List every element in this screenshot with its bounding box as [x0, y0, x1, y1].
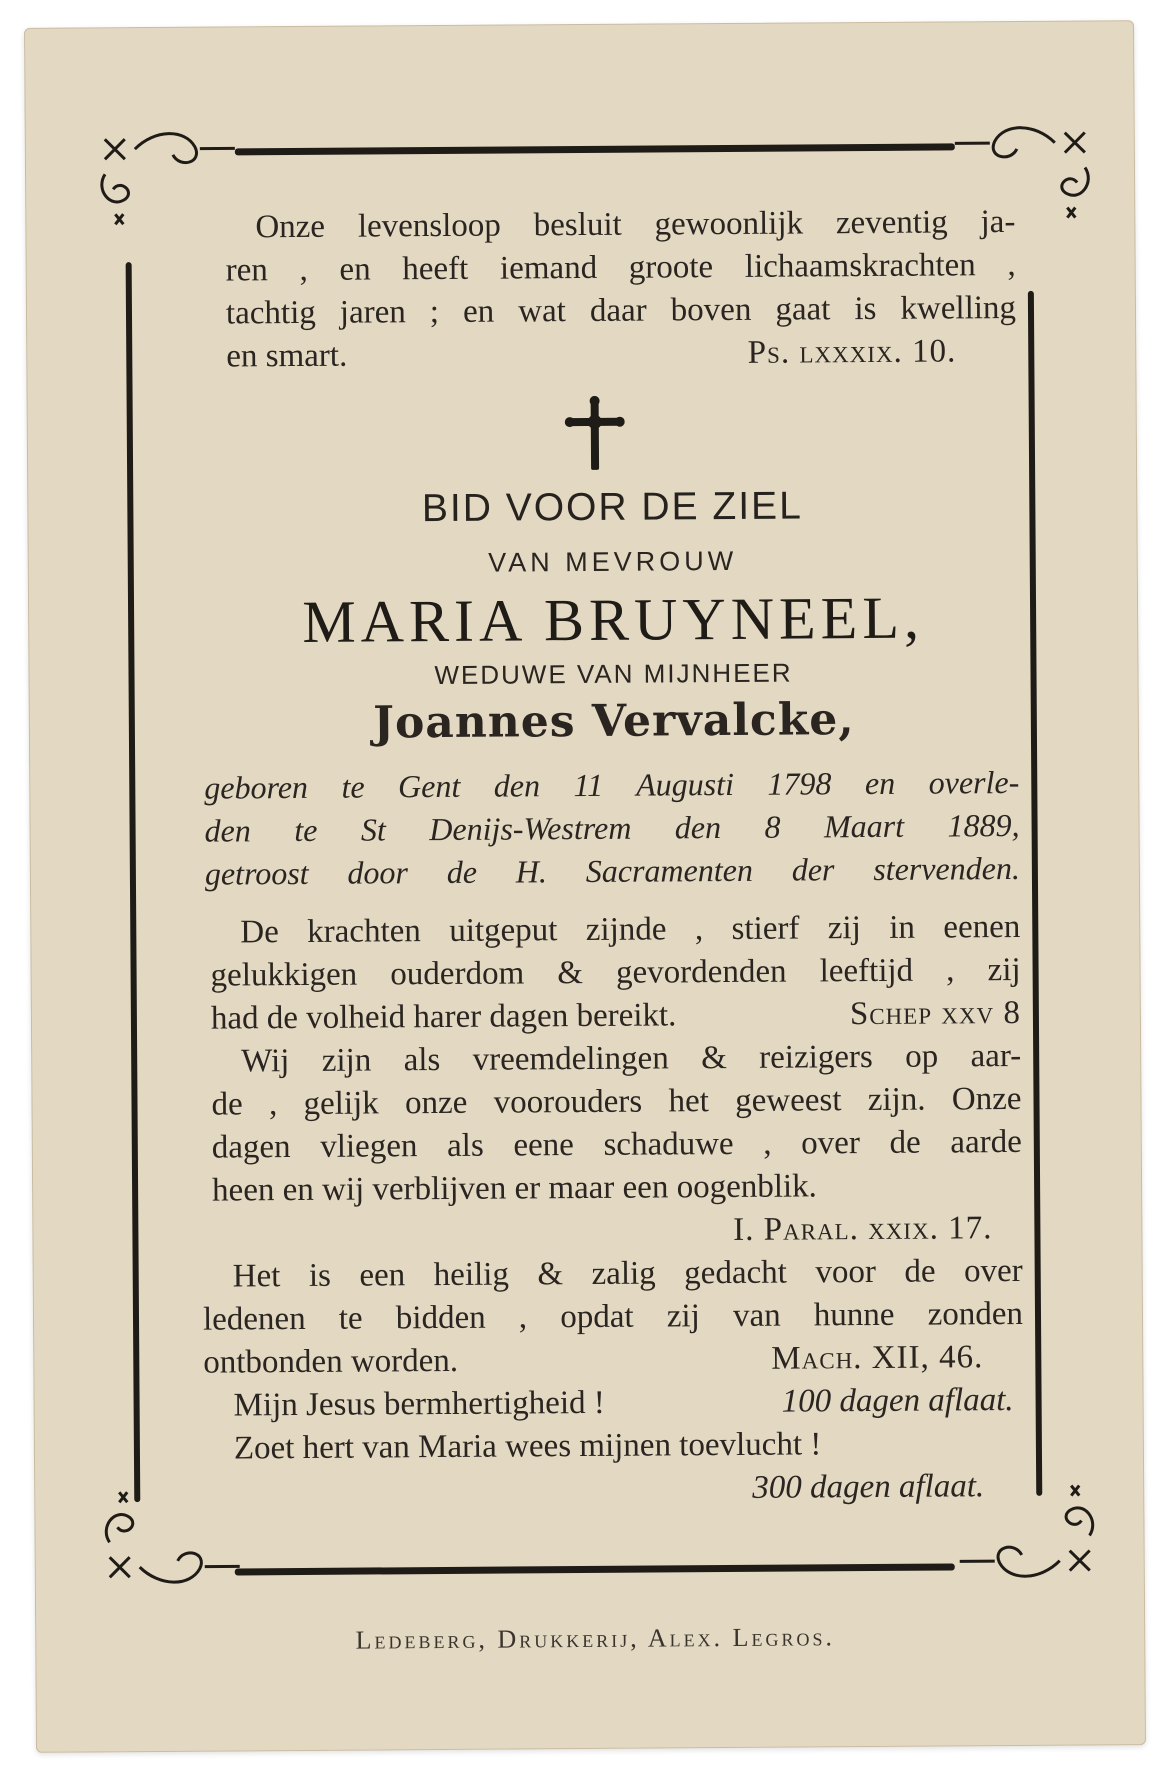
body-line: dagen vliegen als eene schaduwe , over de aarde [211, 1123, 1022, 1166]
prayers [233, 1379, 1014, 1513]
frame-left-rule [126, 262, 141, 1502]
dates-line: getroost door de H. Sacramenten der stervenden. [204, 849, 1021, 892]
van-mevrouw: VAN MEVROUW [488, 545, 738, 578]
cross-icon [565, 396, 626, 472]
prayer-text: Zoet hert van Maria wees mijnen toevlucht ! [233, 1426, 822, 1467]
body-line: Het is een heilig & zalig gedacht voor de over [232, 1252, 1023, 1295]
epigraph-line: tachtig jaren ; en wat daar boven gaat is kwelling [225, 289, 1017, 332]
deceased-name: MARIA BRUYNEEL, [302, 584, 925, 655]
body-line: de , gelijk onze voorouders het geweest zijn. Onze [211, 1080, 1022, 1123]
indulgence-text: 100 dagen aflaat. [781, 1382, 1014, 1420]
prayer-text: Mijn Jesus bermhertigheid ! [233, 1384, 605, 1424]
paragraph-3 [203, 1250, 1024, 1385]
husband-name: Joannes Vervalcke, [372, 694, 855, 749]
body-line: Wij zijn als vreemdelingen & reizigers op aar- [241, 1037, 1022, 1080]
body-line: ledenen te bidden , opdat zij van hunne zonden [202, 1295, 1024, 1338]
body-last-row [211, 992, 1021, 1041]
epigraph-reference: Ps. lxxxix. 10. [747, 333, 957, 371]
dates-line: den te St Denijs-Westrem den 8 Maart 1889, [204, 806, 1020, 849]
dates-block [204, 761, 1020, 896]
body-line: heen en wij verblijven er maar een oogenblik. [211, 1168, 817, 1209]
epigraph-last-line: en smart. [226, 337, 348, 375]
prayer-row [233, 1379, 1013, 1427]
frame-bottom-rule [235, 1563, 955, 1575]
paragraph-1 [210, 906, 1021, 1041]
frame-right-rule [1028, 291, 1042, 1496]
corner-ornament-icon [89, 1486, 250, 1597]
body-line: ontbonden worden. [203, 1342, 459, 1381]
paragraph-2 [211, 1035, 1022, 1256]
epigraph-line: Onze levensloop besluit gewoonlijk zeventig ja- [255, 203, 1016, 246]
body-line: had de volheid harer dagen bereikt. [210, 997, 677, 1037]
frame-top-rule [235, 143, 955, 155]
epigraph-line: ren , en heeft iemand groote lichaamskrachten , [225, 246, 1016, 289]
body-line: gelukkigen ouderdom & gevordenden leeftijd , zij [210, 951, 1021, 994]
body-line: De krachten uitgeput zijnde , stierf zij in eenen [240, 908, 1021, 951]
widow-of: WEDUWE VAN MIJNHEER [434, 657, 793, 691]
scripture-reference: Mach. XII, 46. [771, 1339, 984, 1377]
body-last-row [203, 1336, 1023, 1385]
epigraph-last-row [226, 330, 1016, 379]
indulgence-text: 300 dagen aflaat. [752, 1468, 985, 1506]
epigraph [225, 201, 1016, 379]
pray-heading: BID VOOR DE ZIEL [421, 484, 803, 531]
corner-ornament-icon [85, 118, 246, 229]
scripture-reference: I. Paral. xxix. 17. [733, 1210, 993, 1248]
dates-line: geboren te Gent den 11 Augusti 1798 en overle- [204, 763, 1020, 806]
printer-imprint: Ledeberg, Drukkerij, Alex. Legros. [355, 1622, 836, 1655]
memorial-card [24, 20, 1146, 1753]
scripture-reference: Schep xxv 8 [849, 994, 1022, 1033]
